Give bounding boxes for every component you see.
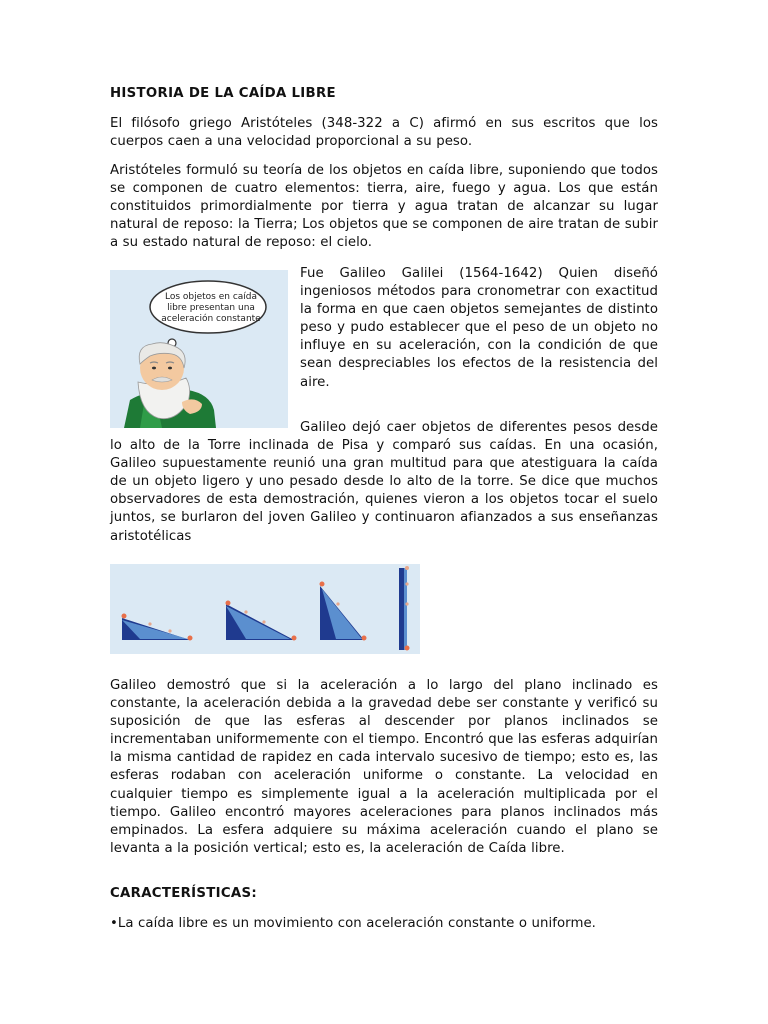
galileo-illustration — [110, 270, 288, 428]
characteristics-item: •La caída libre es un movimiento con aceleración constante o uniforme. — [110, 916, 596, 931]
characteristics-heading: CARACTERÍSTICAS: — [110, 886, 258, 901]
inclined-planes-illustration — [110, 564, 420, 654]
paragraph-aristotle-theory: Aristóteles formuló su teoría de los objetos en caída libre, suponiendo que todos se componen de cuatro elementos: tierra, aire, fuego y agua. Los que están constituidos primordialmente por tierra y agua tratan de alcanzar su lugar natural de reposo: la Tierra; Los objetos que se componen de aire tratan de subir a su estado natural de reposo: el cielo. — [110, 163, 658, 251]
bubble-line-3: aceleración constante — [161, 314, 261, 324]
document-title: HISTORIA DE LA CAÍDA LIBRE — [110, 86, 336, 101]
thought-bubble-text — [160, 292, 262, 325]
paragraph-pisa-tower: Galileo dejó caer objetos de diferentes pesos desde lo alto de la Torre inclinada de Pisa y comparó sus caídas. En una ocasión, Galileo supuestamente reunió una gran multitud para que atestiguara la caída de un objeto ligero y uno pesado desde lo alto de la torre. Se dice que muchos observadores de esta demostración, quienes vieron a los objetos tocar el suelo juntos, se burlaron del joven Galileo y continuaron afianzados a sus enseñanzas aristotélicas — [110, 420, 658, 544]
paragraph-galileo-methods: Fue Galileo Galilei (1564-1642) Quien diseñó ingeniosos métodos para cronometrar con exactitud la forma en que caen objetos semejantes de distinto peso y pudo establecer que el peso de un objeto no influye en su aceleración, con la condición de que sean despreciables los efectos de la resistencia del aire. — [300, 266, 658, 390]
bubble-line-1: Los objetos en caída — [164, 292, 258, 302]
paragraph-inclined-plane: Galileo demostró que si la aceleración a lo largo del plano inclinado es constante, la aceleración debida a la gravedad debe ser constante y verificó su suposición de que las esferas al descender por planos inclinados se incrementaban uniformemente con el tiempo. Encontró que las esferas adquirían la misma cantidad de rapidez en cada intervalo sucesivo de tiempo; esto es, las esferas rodaban con aceleración uniforme o constante. La velocidad en cualquier tiempo es simplemente igual a la aceleración multiplicada por el tiempo. Galileo encontró mayores aceleraciones para planos inclinados más empinados. La esfera adquiere su máxima aceleración cuando el plano se levanta a la posición vertical; esto es, la aceleración de Caída libre. — [110, 678, 658, 856]
paragraph-aristotle-intro: El filósofo griego Aristóteles (348-322 a C) afirmó en sus escritos que los cuerpos caen a una velocidad proporcional a su peso. — [110, 116, 658, 150]
bubble-line-2: libre presentan una — [167, 303, 255, 313]
inclined-planes-drawing — [110, 564, 420, 654]
